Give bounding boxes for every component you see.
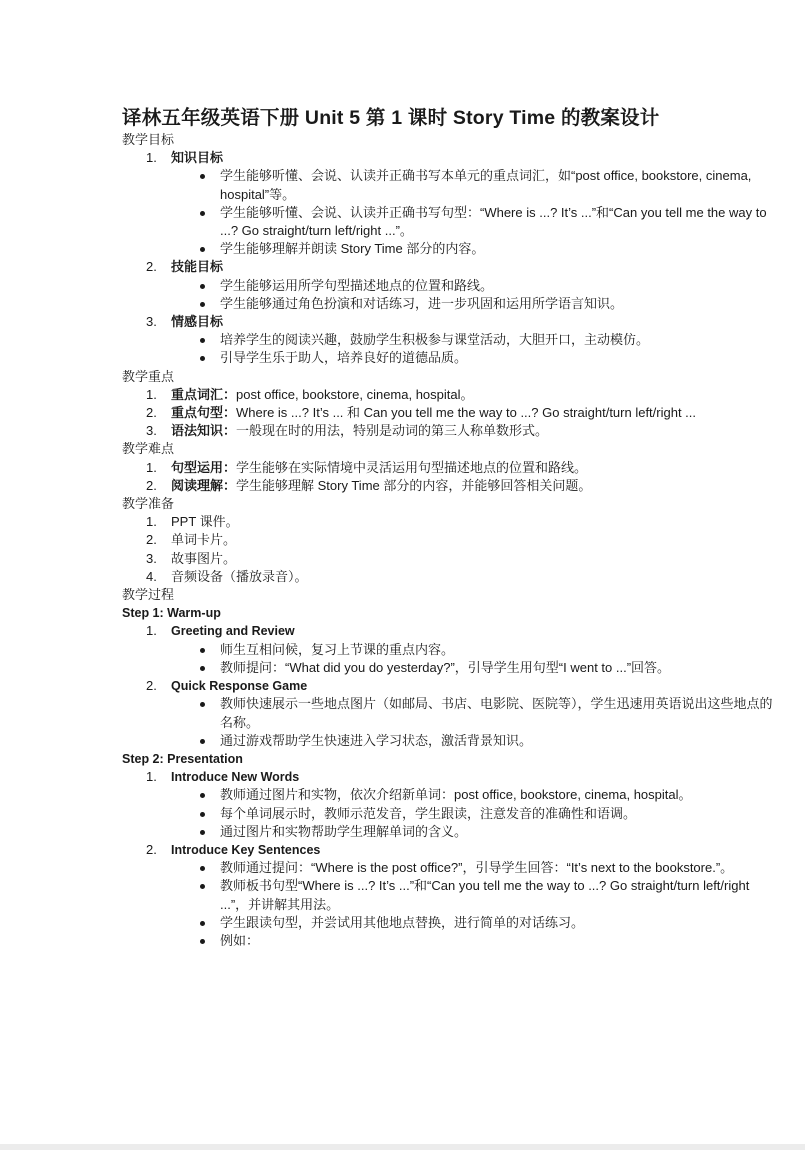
bullet-icon — [200, 211, 205, 216]
list-item: 学生能够听懂、会说、认读并正确书写句型：“Where is ...? It’s ...”和“Can you tell me the way to ...? Go straight/turn left/right ...”。 — [122, 204, 776, 240]
goal-item — [122, 149, 722, 167]
bullet-icon — [200, 739, 205, 744]
list-item: 教师通过提问：“Where is the post office?”，引导学生回答：“It’s next to the bookstore.”。 — [122, 859, 776, 877]
list-number: 2. — [146, 532, 157, 548]
list-number: 2. — [146, 841, 157, 857]
list-item: 教师通过图片和实物，依次介绍新单词：post office, bookstore, cinema, hospital。 — [122, 786, 776, 804]
list-item: 例如： — [122, 932, 776, 950]
item-label: 重点句型： — [171, 405, 237, 421]
step-item-label: Greeting and Review — [171, 624, 295, 639]
bullet-icon — [200, 356, 205, 361]
bullet-icon — [200, 702, 205, 707]
list-number: 2. — [146, 477, 157, 493]
bullet-icon — [200, 666, 205, 671]
item-text: Where is ...? It’s ... 和 Can you tell me the way to ...? Go straight/turn left/right ... — [236, 405, 697, 421]
list-number: 1. — [146, 623, 157, 639]
item-label: 阅读理解： — [171, 477, 237, 493]
list-item: 4. 音频设备（播放录音）。 — [122, 568, 722, 586]
item-text: 学生能够在实际情境中灵活运用句型描述地点的位置和路线。 — [236, 459, 588, 475]
list-number: 3. — [146, 423, 157, 439]
goal-item — [122, 258, 722, 276]
document-title: 译林五年级英语下册 Unit 5 第 1 课时 Story Time 的教案设计 — [122, 107, 660, 129]
list-number: 1. — [146, 386, 157, 402]
item-text: 学生能够理解 Story Time 部分的内容，并能够回答相关问题。 — [236, 477, 592, 493]
goal-label: 技能目标 — [171, 259, 224, 275]
step-item — [122, 768, 722, 786]
step-item — [122, 622, 722, 640]
list-item: 3. 故事图片。 — [122, 550, 722, 568]
list-item: 学生能够听懂、会说、认读并正确书写本单元的重点词汇，如“post office, bookstore, cinema, hospital”等。 — [122, 167, 776, 203]
list-number: 2. — [146, 405, 157, 421]
item-text: 一般现在时的用法，特别是动词的第三人称单数形式。 — [236, 423, 549, 439]
list-item: 教师快速展示一些地点图片（如邮局、书店、电影院、医院等），学生迅速用英语说出这些地点的名称。 — [122, 695, 776, 731]
list-item: 每个单词展示时，教师示范发音，学生跟读，注意发音的准确性和语调。 — [122, 805, 776, 823]
list-item: 培养学生的阅读兴趣，鼓励学生积极参与课堂活动，大胆开口，主动模仿。 — [122, 331, 776, 349]
section-heading-goals: 教学目标 — [122, 132, 175, 147]
section-heading-preparation: 教学准备 — [122, 496, 175, 512]
list-item: 教师提问：“What did you do yesterday?”，引导学生用句型“I went to ...”回答。 — [122, 659, 776, 677]
goals-list — [122, 149, 767, 367]
document-body — [122, 131, 773, 950]
step-item-label: Introduce Key Sentences — [171, 842, 321, 857]
section-heading-key-points: 教学重点 — [122, 368, 175, 384]
section-heading-difficulties: 教学难点 — [122, 441, 175, 457]
list-number: 2. — [146, 259, 157, 275]
key-points-list — [122, 386, 722, 441]
bullet-icon — [200, 648, 205, 653]
step-item — [122, 841, 722, 859]
step-heading: Step 1: Warm-up — [122, 606, 221, 621]
step-item-label: Quick Response Game — [171, 679, 308, 694]
list-item — [122, 477, 727, 495]
item-label: 语法知识： — [171, 423, 237, 439]
list-item: 学生跟读句型，并尝试用其他地点替换，进行简单的对话练习。 — [122, 914, 776, 932]
list-item — [122, 404, 797, 422]
list-item — [122, 422, 727, 440]
list-number: 1. — [146, 459, 157, 475]
bullet-icon — [200, 338, 205, 343]
list-number: 3. — [146, 314, 157, 330]
list-item: 学生能够运用所学句型描述地点的位置和路线。 — [122, 277, 776, 295]
list-item: 教师板书句型“Where is ...? It’s ...”和“Can you tell me the way to ...? Go straight/turn left/right ...”，并讲解其用法。 — [122, 877, 776, 913]
bullet-icon — [200, 921, 205, 926]
bullet-icon — [200, 830, 205, 835]
list-item: 学生能够理解并朗读 Story Time 部分的内容。 — [122, 240, 776, 258]
bullet-icon — [200, 793, 205, 798]
bullet-icon — [200, 866, 205, 871]
list-item: 2. 单词卡片。 — [122, 531, 722, 549]
bullet-icon — [200, 812, 205, 817]
bullet-icon — [200, 884, 205, 889]
item-label: 句型运用： — [171, 459, 237, 475]
list-number: 1. — [146, 514, 157, 530]
difficulties-list — [122, 459, 722, 495]
list-number: 2. — [146, 678, 157, 694]
list-item — [122, 386, 727, 404]
goal-label: 知识目标 — [171, 150, 224, 166]
list-item: 师生互相问候，复习上节课的重点内容。 — [122, 641, 776, 659]
bullet-icon — [200, 939, 205, 944]
list-item: 通过游戏帮助学生快速进入学习状态，激活背景知识。 — [122, 732, 776, 750]
section-heading-process: 教学过程 — [122, 587, 175, 603]
list-number: 4. — [146, 568, 157, 584]
list-item: 引导学生乐于助人，培养良好的道德品质。 — [122, 349, 776, 367]
item-label: 重点词汇： — [171, 386, 237, 402]
list-number: 1. — [146, 150, 157, 166]
bullet-icon — [200, 284, 205, 289]
step-item-label: Introduce New Words — [171, 770, 300, 785]
page-bottom-edge — [0, 1144, 805, 1150]
goal-item — [122, 313, 722, 331]
list-number: 1. — [146, 769, 157, 785]
step-item — [122, 677, 722, 695]
list-item — [122, 459, 727, 477]
goal-label: 情感目标 — [171, 314, 224, 330]
item-text: post office, bookstore, cinema, hospital。 — [236, 386, 474, 402]
list-number: 3. — [146, 550, 157, 566]
bullet-icon — [200, 247, 205, 252]
list-item: 通过图片和实物帮助学生理解单词的含义。 — [122, 823, 776, 841]
bullet-icon — [200, 302, 205, 307]
preparation-list — [122, 513, 722, 586]
list-item: 学生能够通过角色扮演和对话练习，进一步巩固和运用所学语言知识。 — [122, 295, 776, 313]
step-heading: Step 2: Presentation — [122, 751, 243, 766]
bullet-icon — [200, 174, 205, 179]
list-item: 1. PPT 课件。 — [122, 513, 722, 531]
